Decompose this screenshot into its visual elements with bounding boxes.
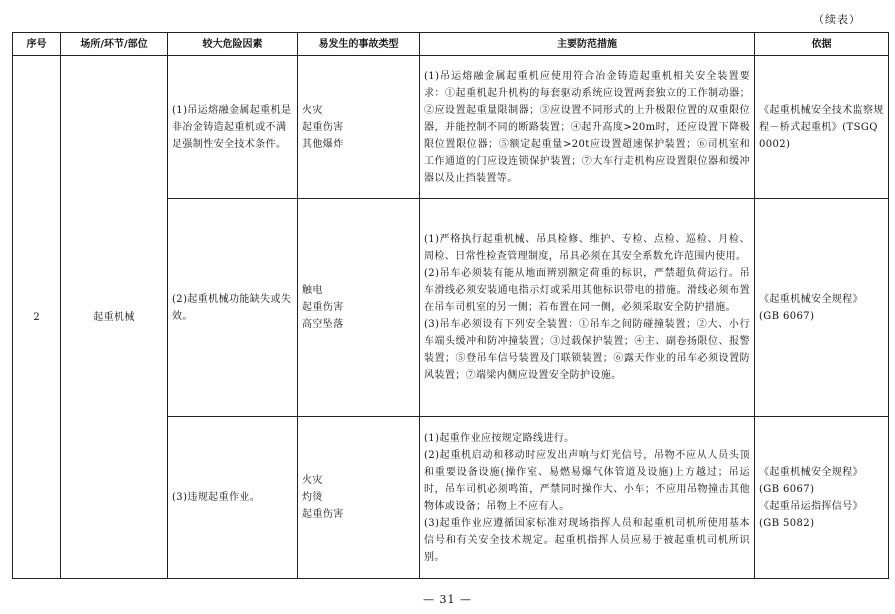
header-accident-type: 易发生的事故类型 [298, 33, 420, 56]
hazard-cell: (1)吊运熔融金属起重机是非冶金铸造起重机或不满足强制性安全技术条件。 [168, 56, 298, 199]
accident-type: 其他爆炸 [302, 138, 344, 150]
basis-item: (GB 6067) [759, 483, 815, 495]
measure-item: (2)吊车必须装有能从地面辨别额定荷重的标识，严禁超负荷运行。吊车滑线必须安装通电指示灯或采用其他标识带电的措施。滑线必须布置在吊车司机室的另一侧；若布置在同一侧，必须采取安全防护措施。 [424, 268, 750, 313]
accident-type: 触电 [302, 285, 323, 296]
measure-item: (1)起重作业应按规定路线进行。 [424, 432, 575, 444]
accident-type: 起重伤害 [302, 509, 344, 520]
header-hazard: 较大危险因素 [168, 33, 298, 56]
header-basis: 依据 [755, 33, 889, 56]
measures-cell [420, 56, 755, 199]
measure-item: (3)起重作业应遵循国家标准对现场指挥人员和起重机司机所使用基本信号和有关安全技术规定。起重机指挥人员应易于被起重机司机所识别。 [424, 517, 750, 563]
header-location: 场所/环节/部位 [61, 33, 168, 56]
measures-cell [420, 417, 755, 579]
accident-type-cell [298, 56, 420, 199]
accident-type: 火灾 [302, 104, 323, 116]
accident-type: 火灾 [302, 475, 323, 486]
table-header-row [13, 33, 889, 56]
accident-type: 灼烫 [302, 492, 323, 503]
continuation-note: （续表） [813, 13, 861, 26]
accident-type: 起重伤害 [302, 121, 344, 133]
basis-cell [755, 417, 889, 579]
accident-type: 高空坠落 [302, 319, 344, 330]
page-number: — 31 — [423, 593, 472, 606]
measure-item: (3)吊车必须设有下列安全装置：①吊车之间防碰撞装置；②大、小行车端头缓冲和防冲撞装置；③过载保护装置；④主、副卷扬限位、报警装置；⑤登吊车信号装置及门联锁装置；⑥露天作业的吊车必须设置防风装置；⑦端梁内侧应设置安全防护设施。 [424, 319, 750, 381]
accident-type-cell [298, 199, 420, 417]
table-row [13, 56, 889, 199]
header-measures: 主要防范措施 [420, 33, 755, 56]
basis-item: (GB 6067) [759, 310, 815, 322]
basis-item: (GB 5082) [759, 517, 815, 529]
basis-item: 《起重机械安全规程》 [759, 293, 863, 305]
hazard-cell: (3)违规起重作业。 [168, 417, 298, 579]
hazard-cell: (2)起重机械功能缺失或失效。 [168, 199, 298, 417]
basis-cell [755, 199, 889, 417]
hazard-table [12, 32, 889, 579]
basis-item: 《起重机械安全技术监察规程－桥式起重机》(TSGQ 0002) [759, 104, 884, 150]
measure-item: (2)起重机启动和移动时应发出声响与灯光信号，吊物不应从人员头顶和重要设备设施(操作室、易燃易爆气体管道及设施)上方越过；吊运时，吊车司机必须鸣笛，严禁同时操作大、小车；不应用吊物撞击其他物体或设备；吊物上不应有人。 [424, 449, 750, 512]
basis-cell [755, 56, 889, 199]
row-index: 2 [13, 56, 61, 579]
accident-type: 起重伤害 [302, 302, 344, 313]
measure-item: (1)吊运熔融金属起重机应使用符合冶金铸造起重机相关安全装置要求：①起重机起升机构的每套驱动系统应设置两套独立的工作制动器；②应设置起重量限制器；③应设置不同形式的上升极限位置的双重限位器，并能控制不同的断路装置；④起升高度>20m时，还应设置下降极限位置限位器；⑤额定起重量>20t应设置超速保护装置；⑥司机室和工作通道的门应设连锁保护装置；⑦大车行走机构应设置限位器和缓冲器以及止挡装置等。 [424, 70, 750, 184]
basis-item: 《起重机械安全规程》 [759, 466, 863, 478]
measures-cell [420, 199, 755, 417]
row-location: 起重机械 [61, 56, 168, 579]
accident-type-cell [298, 417, 420, 579]
header-index: 序号 [13, 33, 61, 56]
basis-item: 《起重吊运指挥信号》 [759, 500, 863, 512]
measure-item: (1)严格执行起重机械、吊具检修、维护、专检、点检、巡检、月检、周检、日常性检查管理制度，吊具必须在其安全系数允许范围内使用。 [424, 234, 750, 262]
